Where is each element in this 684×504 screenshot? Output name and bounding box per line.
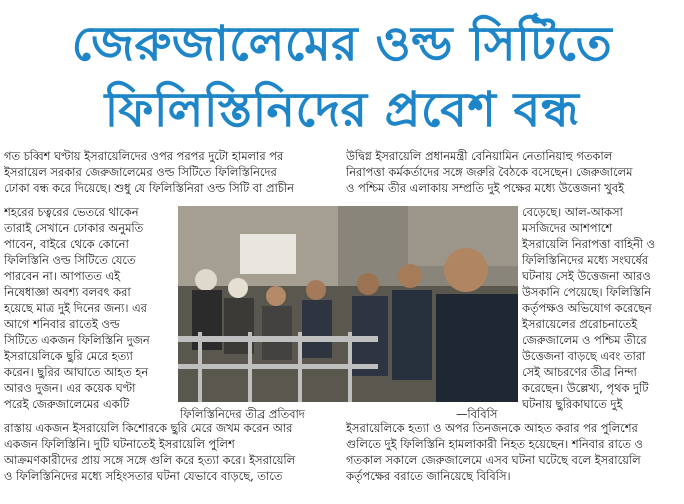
body-right-line: বেড়েছে। আল-আকসা	[522, 205, 623, 219]
body-right-line: কর্তৃপক্ষের বরাতে জানিয়েছে বিবিসি।	[346, 469, 511, 483]
body-left-line: তারাই সেখানে ঢোকার অনুমতি	[4, 221, 144, 235]
body-right-line: উসকানি পেয়েছে। ফিলিস্তিনি	[522, 285, 651, 299]
body-right-line: উদ্বিগ্ন ইসরায়েলি প্রধানমন্ত্রী বেনিয়ামিন নেতানিয়াহু গতকাল	[346, 149, 613, 163]
body-left-line: পাবেন, বাইরে থেকে কোনো	[4, 237, 129, 251]
body-right-line: ইসরায়েলিকে হত্যা ও অপর তিনজনকে আহত করার পর পুলিশের	[346, 421, 638, 435]
body-left-line: ইসরায়েলিকে ছুরি মেরে হত্যা	[4, 349, 133, 363]
body-left-line: রাস্তায় একজন ইসরায়েলি কিশোরকে ছুরি মেরে জখম করেন আর	[4, 421, 293, 435]
body-right-line: ফিলিস্তিনিদের মধ্যে সংঘর্ষের	[522, 253, 649, 267]
headline-line-2: ফিলিস্তিনিদের প্রবেশ বন্ধ	[104, 82, 580, 138]
body-left-line: আক্রমণকারীদের প্রায় সঙ্গে সঙ্গে গুলি করে হত্যা করে। ইসরায়েলি	[4, 453, 296, 467]
body-right-line: কর্তৃপক্ষও অভিযোগ করেছেন	[522, 301, 652, 315]
body-right-line: ও পশ্চিম তীর এলাকায় সম্প্রতি দুই পক্ষের মধ্যে উত্তেজনা খুবই	[346, 181, 624, 195]
body-left-line: ফিলিস্তিনি ওল্ড সিটিতে যেতে	[4, 253, 136, 267]
body-left-line: গত চব্বিশ ঘণ্টায় ইসরায়েলিদের ওপর পরপর দুটো হামলার পর	[4, 149, 284, 163]
body-right-line: জেরুজালেম ও পশ্চিম তীরে	[522, 333, 647, 347]
photo-credit: —বিবিসি	[456, 407, 498, 421]
body-right-line: করেছেন। উল্লেখ্য, পৃথক দুটি	[522, 381, 649, 395]
news-photo	[178, 206, 518, 402]
body-right-line: মসজিদের আশপাশে	[522, 221, 613, 235]
body-right-line: ইসরায়েলি নিরাপত্তা বাহিনী ও	[522, 237, 656, 251]
body-left-line: সিটিতে একজন ফিলিস্তিনি দুজন	[4, 333, 150, 347]
body-left-line: হয়েছে মাত্র দুই দিনের জন্য। এর	[4, 301, 147, 315]
body-left-line: ও ফিলিস্তিনিদের মধ্যে সহিংসতার ঘটনা যেভাবে বাড়ছে, তাতে	[4, 469, 283, 483]
body-right-line: ইসরায়েলের প্ররোচনাতেই	[522, 317, 638, 331]
body-right-line: সেই আচরণের তীব্র নিন্দা	[522, 365, 637, 379]
body-left-line: ইসরায়েল সরকার জেরুজালেমের ওল্ড সিটিতে ফিলিস্তিনিদের	[4, 165, 277, 179]
body-right-line: গতকাল সকালে জেরুজালেমে এসব ঘটনা ঘটেছে বলে ইসরায়েলি	[346, 453, 641, 467]
headline-line-1: জেরুজালেমের ওল্ড সিটিতে	[71, 16, 613, 72]
body-right-line: ঘটনায় সেই উত্তেজনা আরও	[522, 269, 651, 283]
body-left-line: আরও দুজন। এর কয়েক ঘণ্টা	[4, 381, 136, 395]
body-left-line: শহরের চত্বরের ভেতরে থাকেন	[4, 205, 139, 219]
body-left-line: একজন ফিলিস্তিনি। দুটি ঘটনাতেই ইসরায়েলি পুলিশ	[4, 437, 235, 451]
body-left-line: করেন। ছুরির আঘাতে আহত হন	[4, 365, 149, 379]
photo-caption: ফিলিস্তিনিদের তীব্র প্রতিবাদ	[180, 407, 305, 421]
body-right-line: উত্তেজনা বাড়ছে এবং তারা	[522, 349, 646, 363]
body-right-line: নিরাপত্তা কর্মকর্তাদের সঙ্গে জরুরি বৈঠকে বসেছেন। জেরুজালেম	[346, 165, 633, 179]
body-right-line: গুলিতে দুই ফিলিস্তিনি হামলাকারী নিহত হয়েছেন। শনিবার রাতে ও	[346, 437, 643, 451]
body-left-line: নিষেধাজ্ঞা অবশ্য বলবৎ করা	[4, 285, 131, 299]
body-left-line: ঢোকা বন্ধ করে দিয়েছে। শুধু যে ফিলিস্তিনিরা ওল্ড সিটি বা প্রাচীন	[4, 181, 294, 195]
body-left-line: পারবেন না। আপাতত এই	[4, 269, 121, 283]
body-left-line: আগে শনিবার রাতেই ওল্ড	[4, 317, 120, 331]
body-right-line: ঘটনায় ছুরিকাঘাতে দুই	[522, 397, 623, 411]
body-left-line: পরেই জেরুজালেমের একটি	[4, 397, 130, 411]
photo-illustration	[178, 206, 518, 402]
